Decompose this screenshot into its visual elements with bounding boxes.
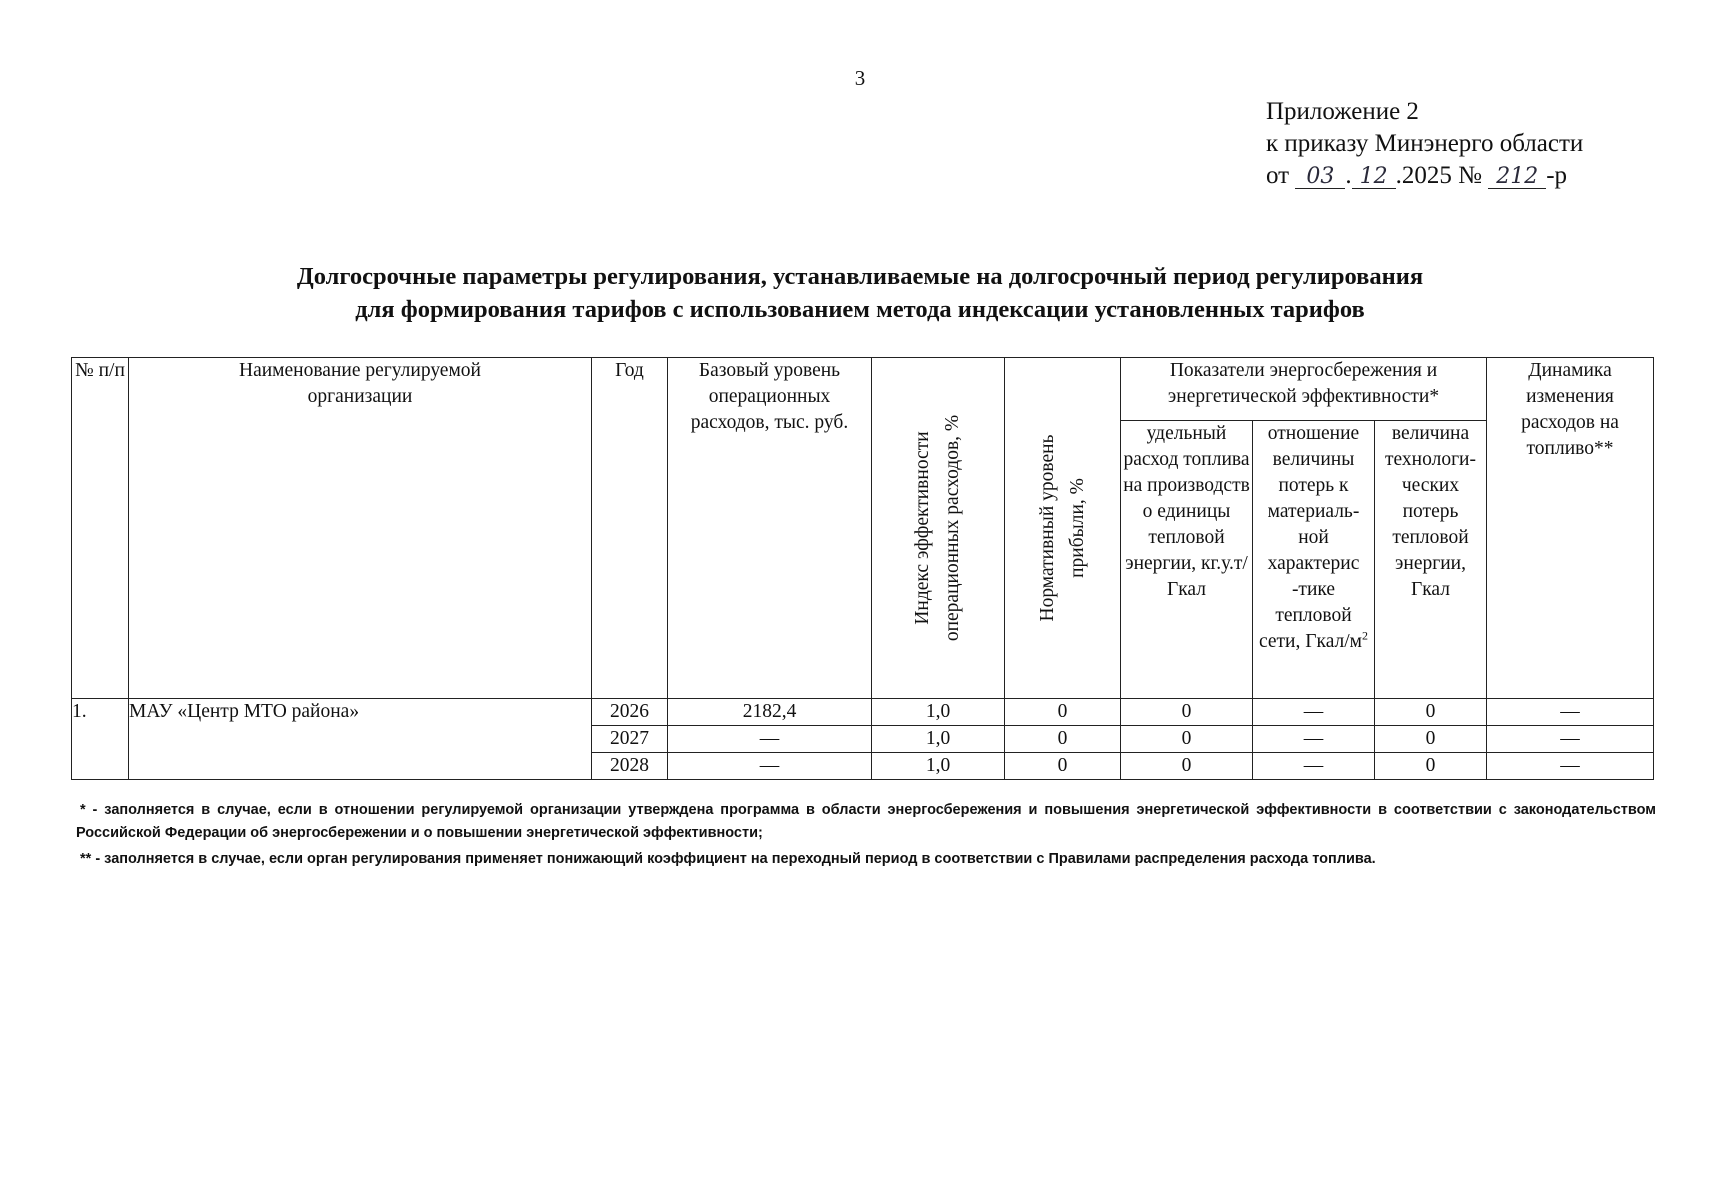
cell-base: — <box>668 753 872 780</box>
org-name: МАУ «Центр МТО района» <box>129 699 592 780</box>
cell-fuel: 0 <box>1121 699 1253 726</box>
cell-year: 2027 <box>592 726 668 753</box>
handwritten-order-number: 212 <box>1488 166 1546 189</box>
header-energy-indicators: Показатели энергосбережения и энергетической эффективности* <box>1121 358 1487 421</box>
cell-ratio: — <box>1253 699 1375 726</box>
header-tech-losses: величина технологи-ческих потерь тепловой энергии, Гкал <box>1375 420 1487 698</box>
parameters-table <box>71 357 1654 780</box>
header-year: Год <box>592 358 668 699</box>
cell-profit: 0 <box>1005 753 1121 780</box>
header-profit-level: Нормативный уровень прибыли, % <box>1005 358 1121 699</box>
order-suffix: -р <box>1546 162 1568 189</box>
cell-fuel: 0 <box>1121 753 1253 780</box>
cell-losses: 0 <box>1375 753 1487 780</box>
title-line-2: для формирования тарифов с использованием метода индексации установленных тарифов <box>355 296 1365 323</box>
appendix-line-2: к приказу Минэнерго области <box>1266 130 1584 157</box>
header-base-costs: Базовый уровень операционных расходов, тыс. руб. <box>668 358 872 699</box>
cell-ratio: — <box>1253 726 1375 753</box>
cell-ratio: — <box>1253 753 1375 780</box>
header-row-1 <box>72 358 1654 421</box>
cell-profit: 0 <box>1005 726 1121 753</box>
handwritten-month: 12 <box>1352 166 1396 189</box>
appendix-date-line <box>1266 160 1583 192</box>
cell-dynamics: — <box>1487 699 1654 726</box>
header-org: Наименование регулируемой организации <box>129 358 592 699</box>
table-row <box>72 699 1654 726</box>
document-title <box>80 260 1640 326</box>
footnote-1: * - заполняется в случае, если в отношении регулируемой организации утверждена программа в области энергосбережения и повышения энергетической эффективности в соответствии с законодательством Российской Федерации об энергосбережении и о повышении энергетической эффективности; <box>76 802 1656 841</box>
page-number: 3 <box>854 66 866 90</box>
date-year: .2025 № <box>1395 162 1482 189</box>
date-prefix: от <box>1266 162 1290 189</box>
cell-year: 2028 <box>592 753 668 780</box>
cell-profit: 0 <box>1005 699 1121 726</box>
cell-fuel: 0 <box>1121 726 1253 753</box>
footnote-2: ** - заполняется в случае, если орган регулирования применяет понижающий коэффициент на переходный период в соответствии с Правилами распределения расхода топлива. <box>80 851 1376 867</box>
cell-year: 2026 <box>592 699 668 726</box>
header-specific-fuel: удельный расход топлива на производств о единицы тепловой энергии, кг.у.т/Гкал <box>1121 420 1253 698</box>
cell-base: 2182,4 <box>668 699 872 726</box>
title-line-1: Долгосрочные параметры регулирования, устанавливаемые на долгосрочный период регулирования <box>296 263 1424 290</box>
date-separator: . <box>1345 162 1352 189</box>
header-loss-ratio: отношение величины потерь к материаль-ной характерис -тике тепловой сети, Гкал/$м^2$ <box>1253 420 1375 698</box>
cell-index: 1,0 <box>872 726 1005 753</box>
handwritten-day: 03 <box>1295 166 1345 189</box>
org-number: 1. <box>72 699 129 780</box>
cell-losses: 0 <box>1375 699 1487 726</box>
cell-dynamics: — <box>1487 726 1654 753</box>
cell-dynamics: — <box>1487 753 1654 780</box>
cell-losses: 0 <box>1375 726 1487 753</box>
cell-index: 1,0 <box>872 699 1005 726</box>
header-efficiency-index: Индекс эффективности операционных расходов, % <box>872 358 1005 699</box>
appendix-line-1: Приложение 2 <box>1266 98 1419 125</box>
header-fuel-dynamics: Динамика изменения расходов на топливо** <box>1487 358 1654 699</box>
appendix-block <box>1266 96 1583 192</box>
cell-base: — <box>668 726 872 753</box>
footnotes <box>76 799 1656 871</box>
cell-index: 1,0 <box>872 753 1005 780</box>
header-num: № п/п <box>72 358 129 699</box>
